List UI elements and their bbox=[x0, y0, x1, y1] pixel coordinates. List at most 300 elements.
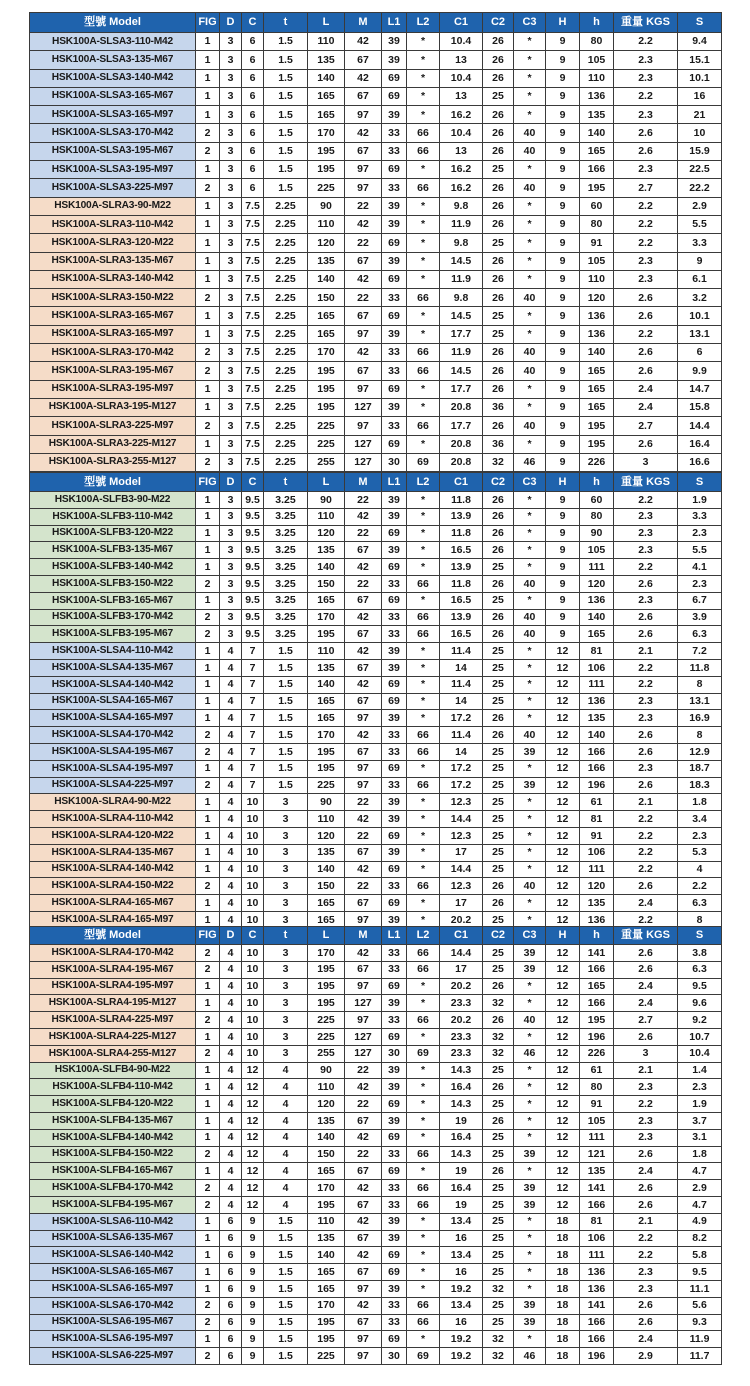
cell-fig: 2 bbox=[196, 777, 220, 794]
cell-l1: 39 bbox=[382, 325, 407, 343]
cell-c3: * bbox=[514, 895, 546, 912]
cell-weight: 2.3 bbox=[614, 693, 678, 710]
cell-l1: 69 bbox=[382, 161, 407, 179]
cell-s: 16.4 bbox=[678, 435, 722, 453]
cell-m: 97 bbox=[345, 760, 382, 777]
cell-c2: 32 bbox=[483, 1028, 514, 1045]
cell-l2: * bbox=[407, 1129, 440, 1146]
cell-l: 225 bbox=[308, 1348, 345, 1365]
cell-c3: * bbox=[514, 51, 546, 69]
cell-h-upper: 12 bbox=[546, 794, 580, 811]
table-row bbox=[30, 33, 722, 51]
cell-d: 4 bbox=[220, 995, 242, 1012]
cell-fig: 1 bbox=[196, 1079, 220, 1096]
table-row bbox=[30, 215, 722, 233]
cell-l1: 33 bbox=[382, 1012, 407, 1029]
cell-s: 9.2 bbox=[678, 1012, 722, 1029]
cell-s: 8 bbox=[678, 911, 722, 928]
cell-model: HSK100A-SLRA4-165-M97 bbox=[30, 911, 196, 928]
cell-c1: 13.9 bbox=[440, 559, 483, 576]
cell-l2: 69 bbox=[407, 1045, 440, 1062]
cell-d: 4 bbox=[220, 1096, 242, 1113]
cell-s: 5.3 bbox=[678, 844, 722, 861]
table-row bbox=[30, 435, 722, 453]
cell-s: 3.1 bbox=[678, 1129, 722, 1146]
cell-d: 3 bbox=[220, 592, 242, 609]
table-row bbox=[30, 794, 722, 811]
cell-l: 110 bbox=[308, 215, 345, 233]
cell-c3: * bbox=[514, 234, 546, 252]
cell-model: HSK100A-SLSA6-165-M67 bbox=[30, 1264, 196, 1281]
col-m: M bbox=[345, 927, 382, 945]
cell-c3: * bbox=[514, 659, 546, 676]
cell-c2: 26 bbox=[483, 106, 514, 124]
cell-c3: * bbox=[514, 87, 546, 105]
cell-c3: * bbox=[514, 161, 546, 179]
cell-fig: 1 bbox=[196, 760, 220, 777]
table-row bbox=[30, 289, 722, 307]
cell-weight: 2.3 bbox=[614, 1129, 678, 1146]
cell-fig: 1 bbox=[196, 1062, 220, 1079]
cell-model: HSK100A-SLSA4-165-M67 bbox=[30, 693, 196, 710]
cell-t: 1.5 bbox=[264, 51, 308, 69]
cell-s: 10 bbox=[678, 124, 722, 142]
cell-c1: 23.3 bbox=[440, 1028, 483, 1045]
cell-model: HSK100A-SLFB4-140-M42 bbox=[30, 1129, 196, 1146]
cell-c3: * bbox=[514, 508, 546, 525]
cell-c: 7 bbox=[242, 710, 264, 727]
cell-t: 4 bbox=[264, 1196, 308, 1213]
col-weight: 重量 KGS bbox=[614, 473, 678, 492]
cell-s: 4.7 bbox=[678, 1196, 722, 1213]
cell-d: 6 bbox=[220, 1213, 242, 1230]
cell-c3: * bbox=[514, 380, 546, 398]
cell-c2: 26 bbox=[483, 727, 514, 744]
cell-weight: 2.2 bbox=[614, 325, 678, 343]
cell-c2: 25 bbox=[483, 1146, 514, 1163]
col-l2: L2 bbox=[407, 927, 440, 945]
cell-c3: * bbox=[514, 270, 546, 288]
cell-t: 1.5 bbox=[264, 69, 308, 87]
cell-l: 165 bbox=[308, 911, 345, 928]
cell-c2: 26 bbox=[483, 710, 514, 727]
cell-d: 3 bbox=[220, 142, 242, 160]
cell-h-upper: 9 bbox=[546, 325, 580, 343]
cell-model: HSK100A-SLSA6-165-M97 bbox=[30, 1280, 196, 1297]
cell-c1: 16.5 bbox=[440, 542, 483, 559]
cell-fig: 2 bbox=[196, 1297, 220, 1314]
cell-c: 12 bbox=[242, 1079, 264, 1096]
cell-m: 42 bbox=[345, 727, 382, 744]
table-row bbox=[30, 197, 722, 215]
cell-l2: * bbox=[407, 252, 440, 270]
table-row bbox=[30, 1314, 722, 1331]
cell-s: 3.3 bbox=[678, 508, 722, 525]
cell-l1: 33 bbox=[382, 362, 407, 380]
cell-weight: 2.6 bbox=[614, 1180, 678, 1197]
cell-fig: 2 bbox=[196, 961, 220, 978]
cell-fig: 2 bbox=[196, 1146, 220, 1163]
cell-d: 4 bbox=[220, 693, 242, 710]
table-row bbox=[30, 1230, 722, 1247]
table-row bbox=[30, 643, 722, 660]
col-s: S bbox=[678, 927, 722, 945]
cell-weight: 2.3 bbox=[614, 161, 678, 179]
cell-c2: 26 bbox=[483, 1112, 514, 1129]
cell-s: 3.9 bbox=[678, 609, 722, 626]
cell-model: HSK100A-SLRA3-195-M67 bbox=[30, 362, 196, 380]
cell-t: 3.25 bbox=[264, 525, 308, 542]
cell-c1: 10.4 bbox=[440, 124, 483, 142]
cell-d: 4 bbox=[220, 1129, 242, 1146]
cell-m: 67 bbox=[345, 87, 382, 105]
cell-c1: 16.4 bbox=[440, 1129, 483, 1146]
table-body bbox=[30, 33, 722, 472]
col-d: D bbox=[220, 13, 242, 33]
cell-l2: 66 bbox=[407, 179, 440, 197]
cell-weight: 2.6 bbox=[614, 435, 678, 453]
table-row bbox=[30, 1096, 722, 1113]
cell-l: 135 bbox=[308, 252, 345, 270]
cell-c3: * bbox=[514, 492, 546, 509]
cell-m: 127 bbox=[345, 995, 382, 1012]
cell-m: 67 bbox=[345, 743, 382, 760]
cell-t: 1.5 bbox=[264, 1264, 308, 1281]
cell-fig: 2 bbox=[196, 417, 220, 435]
cell-c1: 13.9 bbox=[440, 609, 483, 626]
table-row bbox=[30, 1012, 722, 1029]
cell-c: 12 bbox=[242, 1062, 264, 1079]
cell-t: 3 bbox=[264, 794, 308, 811]
cell-t: 3 bbox=[264, 827, 308, 844]
cell-weight: 2.2 bbox=[614, 844, 678, 861]
cell-c2: 26 bbox=[483, 1163, 514, 1180]
cell-fig: 1 bbox=[196, 69, 220, 87]
cell-model: HSK100A-SLFB4-135-M67 bbox=[30, 1112, 196, 1129]
cell-s: 18.7 bbox=[678, 760, 722, 777]
cell-d: 4 bbox=[220, 1163, 242, 1180]
cell-t: 2.25 bbox=[264, 215, 308, 233]
cell-h-upper: 9 bbox=[546, 33, 580, 51]
cell-l: 135 bbox=[308, 51, 345, 69]
cell-m: 67 bbox=[345, 1196, 382, 1213]
cell-c2: 26 bbox=[483, 626, 514, 643]
table-row bbox=[30, 559, 722, 576]
cell-s: 3.4 bbox=[678, 811, 722, 828]
cell-weight: 2.2 bbox=[614, 1230, 678, 1247]
cell-h-lower: 136 bbox=[580, 325, 614, 343]
cell-s: 11.7 bbox=[678, 1348, 722, 1365]
cell-weight: 2.4 bbox=[614, 380, 678, 398]
cell-d: 3 bbox=[220, 87, 242, 105]
cell-c1: 16.2 bbox=[440, 106, 483, 124]
cell-d: 3 bbox=[220, 417, 242, 435]
cell-c3: 40 bbox=[514, 1012, 546, 1029]
cell-d: 4 bbox=[220, 1079, 242, 1096]
cell-l: 170 bbox=[308, 609, 345, 626]
cell-weight: 2.6 bbox=[614, 1297, 678, 1314]
cell-c2: 25 bbox=[483, 743, 514, 760]
cell-l2: * bbox=[407, 693, 440, 710]
cell-c3: * bbox=[514, 643, 546, 660]
table-row bbox=[30, 51, 722, 69]
cell-l2: 66 bbox=[407, 1196, 440, 1213]
cell-weight: 2.6 bbox=[614, 626, 678, 643]
cell-l1: 69 bbox=[382, 525, 407, 542]
cell-l: 165 bbox=[308, 592, 345, 609]
cell-h-upper: 12 bbox=[546, 827, 580, 844]
cell-h-upper: 9 bbox=[546, 161, 580, 179]
cell-c2: 25 bbox=[483, 827, 514, 844]
cell-l1: 69 bbox=[382, 380, 407, 398]
cell-c1: 17 bbox=[440, 961, 483, 978]
cell-t: 4 bbox=[264, 1180, 308, 1197]
cell-l: 195 bbox=[308, 978, 345, 995]
cell-weight: 2.3 bbox=[614, 525, 678, 542]
cell-model: HSK100A-SLRA3-225-M97 bbox=[30, 417, 196, 435]
cell-c3: 40 bbox=[514, 179, 546, 197]
cell-l: 135 bbox=[308, 659, 345, 676]
cell-c: 9 bbox=[242, 1297, 264, 1314]
cell-h-lower: 165 bbox=[580, 978, 614, 995]
col-c: C bbox=[242, 927, 264, 945]
cell-d: 3 bbox=[220, 453, 242, 471]
cell-h-lower: 166 bbox=[580, 1331, 614, 1348]
cell-h-lower: 91 bbox=[580, 234, 614, 252]
cell-t: 1.5 bbox=[264, 659, 308, 676]
cell-h-upper: 18 bbox=[546, 1331, 580, 1348]
cell-c1: 20.2 bbox=[440, 911, 483, 928]
table-row bbox=[30, 676, 722, 693]
table-row bbox=[30, 161, 722, 179]
cell-weight: 2.6 bbox=[614, 777, 678, 794]
cell-weight: 2.3 bbox=[614, 592, 678, 609]
cell-c1: 13.9 bbox=[440, 508, 483, 525]
cell-h-upper: 9 bbox=[546, 215, 580, 233]
cell-l2: * bbox=[407, 380, 440, 398]
cell-h-upper: 9 bbox=[546, 142, 580, 160]
table-row bbox=[30, 344, 722, 362]
cell-m: 97 bbox=[345, 179, 382, 197]
cell-h-lower: 136 bbox=[580, 307, 614, 325]
cell-model: HSK100A-SLRA3-170-M42 bbox=[30, 344, 196, 362]
cell-c2: 25 bbox=[483, 1247, 514, 1264]
cell-h-lower: 195 bbox=[580, 417, 614, 435]
cell-s: 2.3 bbox=[678, 1079, 722, 1096]
cell-c3: * bbox=[514, 592, 546, 609]
cell-l2: 66 bbox=[407, 777, 440, 794]
cell-c3: * bbox=[514, 844, 546, 861]
cell-h-upper: 9 bbox=[546, 575, 580, 592]
cell-l2: * bbox=[407, 87, 440, 105]
table-row bbox=[30, 1062, 722, 1079]
cell-weight: 2.2 bbox=[614, 676, 678, 693]
cell-d: 6 bbox=[220, 1314, 242, 1331]
cell-d: 3 bbox=[220, 179, 242, 197]
cell-m: 127 bbox=[345, 453, 382, 471]
cell-h-upper: 12 bbox=[546, 961, 580, 978]
col-h-lower: h bbox=[580, 927, 614, 945]
cell-s: 13.1 bbox=[678, 325, 722, 343]
col-c3: C3 bbox=[514, 473, 546, 492]
cell-s: 22.2 bbox=[678, 179, 722, 197]
cell-weight: 2.3 bbox=[614, 106, 678, 124]
cell-l: 170 bbox=[308, 124, 345, 142]
cell-m: 67 bbox=[345, 142, 382, 160]
cell-c3: 40 bbox=[514, 878, 546, 895]
cell-l2: 66 bbox=[407, 609, 440, 626]
cell-c: 10 bbox=[242, 895, 264, 912]
cell-c: 12 bbox=[242, 1146, 264, 1163]
cell-s: 1.4 bbox=[678, 1062, 722, 1079]
cell-model: HSK100A-SLFB3-140-M42 bbox=[30, 559, 196, 576]
cell-fig: 1 bbox=[196, 861, 220, 878]
cell-d: 3 bbox=[220, 559, 242, 576]
cell-c: 9.5 bbox=[242, 626, 264, 643]
cell-c: 9 bbox=[242, 1331, 264, 1348]
cell-l1: 33 bbox=[382, 142, 407, 160]
cell-c2: 25 bbox=[483, 559, 514, 576]
cell-model: HSK100A-SLFB3-165-M67 bbox=[30, 592, 196, 609]
cell-c1: 14.3 bbox=[440, 1146, 483, 1163]
cell-model: HSK100A-SLSA6-195-M97 bbox=[30, 1331, 196, 1348]
cell-weight: 3 bbox=[614, 1045, 678, 1062]
cell-h-upper: 12 bbox=[546, 676, 580, 693]
cell-h-upper: 9 bbox=[546, 69, 580, 87]
table-row bbox=[30, 995, 722, 1012]
cell-weight: 2.2 bbox=[614, 861, 678, 878]
cell-s: 15.1 bbox=[678, 51, 722, 69]
cell-c3: * bbox=[514, 33, 546, 51]
cell-c2: 26 bbox=[483, 380, 514, 398]
cell-weight: 2.2 bbox=[614, 827, 678, 844]
cell-d: 3 bbox=[220, 270, 242, 288]
cell-c2: 25 bbox=[483, 1264, 514, 1281]
cell-l1: 69 bbox=[382, 1247, 407, 1264]
cell-d: 6 bbox=[220, 1230, 242, 1247]
col-c3: C3 bbox=[514, 13, 546, 33]
cell-h-upper: 9 bbox=[546, 124, 580, 142]
cell-s: 16.6 bbox=[678, 453, 722, 471]
cell-model: HSK100A-SLRA4-150-M22 bbox=[30, 878, 196, 895]
cell-c3: 39 bbox=[514, 1180, 546, 1197]
cell-h-upper: 12 bbox=[546, 643, 580, 660]
col-l2: L2 bbox=[407, 473, 440, 492]
cell-fig: 1 bbox=[196, 307, 220, 325]
cell-model: HSK100A-SLFB3-135-M67 bbox=[30, 542, 196, 559]
cell-h-upper: 12 bbox=[546, 1112, 580, 1129]
cell-weight: 2.2 bbox=[614, 87, 678, 105]
cell-l1: 69 bbox=[382, 69, 407, 87]
cell-l1: 33 bbox=[382, 344, 407, 362]
cell-l1: 30 bbox=[382, 1348, 407, 1365]
cell-c2: 36 bbox=[483, 435, 514, 453]
cell-model: HSK100A-SLRA4-165-M67 bbox=[30, 895, 196, 912]
cell-c1: 17.7 bbox=[440, 325, 483, 343]
cell-h-upper: 9 bbox=[546, 344, 580, 362]
cell-c1: 12.3 bbox=[440, 878, 483, 895]
cell-c: 7.5 bbox=[242, 435, 264, 453]
cell-model: HSK100A-SLRA4-110-M42 bbox=[30, 811, 196, 828]
cell-s: 14.4 bbox=[678, 417, 722, 435]
cell-c1: 11.8 bbox=[440, 575, 483, 592]
cell-h-upper: 9 bbox=[546, 106, 580, 124]
cell-c3: * bbox=[514, 1129, 546, 1146]
cell-fig: 1 bbox=[196, 659, 220, 676]
cell-c: 9.5 bbox=[242, 609, 264, 626]
cell-s: 10.1 bbox=[678, 307, 722, 325]
cell-c: 12 bbox=[242, 1129, 264, 1146]
cell-c1: 14.5 bbox=[440, 362, 483, 380]
cell-t: 4 bbox=[264, 1062, 308, 1079]
cell-weight: 2.6 bbox=[614, 609, 678, 626]
cell-h-lower: 135 bbox=[580, 106, 614, 124]
cell-c1: 16.5 bbox=[440, 626, 483, 643]
cell-model: HSK100A-SLFB4-150-M22 bbox=[30, 1146, 196, 1163]
cell-l2: 66 bbox=[407, 124, 440, 142]
table-row bbox=[30, 592, 722, 609]
cell-d: 3 bbox=[220, 69, 242, 87]
table-row bbox=[30, 1112, 722, 1129]
cell-l: 120 bbox=[308, 1096, 345, 1113]
cell-fig: 2 bbox=[196, 575, 220, 592]
cell-c2: 25 bbox=[483, 87, 514, 105]
cell-weight: 2.3 bbox=[614, 252, 678, 270]
cell-c3: * bbox=[514, 995, 546, 1012]
cell-d: 4 bbox=[220, 794, 242, 811]
table-row bbox=[30, 124, 722, 142]
cell-l: 225 bbox=[308, 1028, 345, 1045]
cell-m: 97 bbox=[345, 1348, 382, 1365]
cell-m: 67 bbox=[345, 252, 382, 270]
cell-m: 97 bbox=[345, 1331, 382, 1348]
cell-c: 12 bbox=[242, 1096, 264, 1113]
cell-t: 1.5 bbox=[264, 1280, 308, 1297]
cell-d: 3 bbox=[220, 344, 242, 362]
cell-l: 170 bbox=[308, 1180, 345, 1197]
cell-d: 4 bbox=[220, 961, 242, 978]
cell-l1: 33 bbox=[382, 289, 407, 307]
cell-d: 3 bbox=[220, 307, 242, 325]
cell-l2: * bbox=[407, 492, 440, 509]
cell-c: 7.5 bbox=[242, 252, 264, 270]
cell-c: 6 bbox=[242, 87, 264, 105]
cell-l: 120 bbox=[308, 525, 345, 542]
cell-l2: 66 bbox=[407, 289, 440, 307]
cell-l2: * bbox=[407, 435, 440, 453]
cell-weight: 2.1 bbox=[614, 1062, 678, 1079]
cell-c2: 25 bbox=[483, 961, 514, 978]
cell-h-lower: 111 bbox=[580, 861, 614, 878]
table-row bbox=[30, 626, 722, 643]
cell-weight: 2.1 bbox=[614, 794, 678, 811]
cell-c: 9.5 bbox=[242, 575, 264, 592]
cell-weight: 2.6 bbox=[614, 1028, 678, 1045]
cell-c: 7.5 bbox=[242, 289, 264, 307]
cell-m: 97 bbox=[345, 911, 382, 928]
cell-fig: 1 bbox=[196, 435, 220, 453]
cell-h-lower: 166 bbox=[580, 743, 614, 760]
cell-weight: 2.1 bbox=[614, 1213, 678, 1230]
cell-weight: 2.6 bbox=[614, 289, 678, 307]
cell-m: 67 bbox=[345, 362, 382, 380]
cell-h-upper: 12 bbox=[546, 760, 580, 777]
cell-s: 3.7 bbox=[678, 1112, 722, 1129]
cell-l1: 69 bbox=[382, 861, 407, 878]
cell-m: 67 bbox=[345, 51, 382, 69]
cell-d: 4 bbox=[220, 1112, 242, 1129]
table-row bbox=[30, 1079, 722, 1096]
